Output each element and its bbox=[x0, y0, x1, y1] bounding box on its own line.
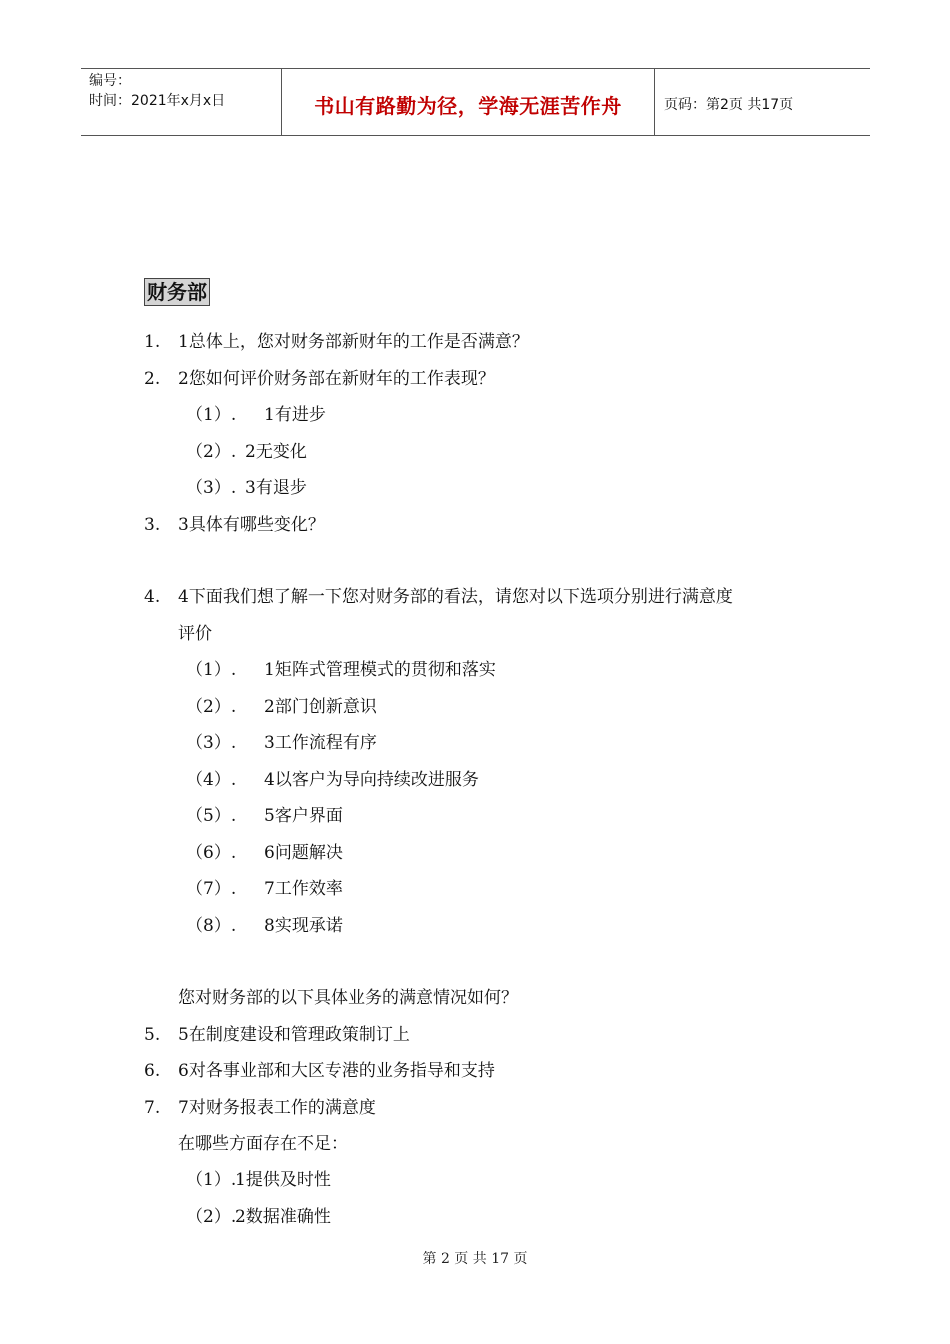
list-number: 6. bbox=[144, 1061, 161, 1081]
question-text: 您对财务部的以下具体业务的满意情况如何？ bbox=[178, 988, 518, 1008]
sub-item-text: 3有退步 bbox=[245, 478, 307, 498]
page-footer: 第 2 页 共 17 页 bbox=[422, 1251, 528, 1267]
header-time-label: 时间：2021年x月x日 bbox=[89, 93, 226, 109]
sub-item-number: （8）. bbox=[186, 916, 237, 936]
sub-item-text: 6问题解决 bbox=[264, 843, 343, 863]
header-motto: 书山有路勤为径，学海无涯苦作舟 bbox=[314, 94, 622, 118]
sub-item-number: （2）. bbox=[186, 1207, 237, 1227]
header-page-info: 页码：第2页 共17页 bbox=[664, 97, 794, 113]
header-number-label: 编号： bbox=[89, 73, 131, 89]
sub-item-number: （7）. bbox=[186, 879, 237, 899]
question-text: 4下面我们想了解一下您对财务部的看法，请您对以下选项分别进行满意度 bbox=[178, 587, 733, 607]
question-text: 6对各事业部和大区专港的业务指导和支持 bbox=[178, 1061, 495, 1081]
sub-item-text: 3工作流程有序 bbox=[264, 733, 377, 753]
list-number: 7. bbox=[144, 1098, 161, 1118]
list-number: 1. bbox=[144, 332, 161, 352]
sub-item-text: 2无变化 bbox=[245, 442, 307, 462]
header-meta bbox=[89, 71, 225, 111]
list-number: 4. bbox=[144, 587, 161, 607]
sub-item-number: （1）. bbox=[186, 405, 237, 425]
sub-item-number: （2）. bbox=[186, 442, 237, 462]
header-bottom-border bbox=[81, 135, 870, 136]
sub-item-text: 4以客户为导向持续改进服务 bbox=[264, 770, 479, 790]
sub-item-text: 1提供及时性 bbox=[235, 1170, 331, 1190]
sub-item-text: 8实现承诺 bbox=[264, 916, 343, 936]
list-number: 2. bbox=[144, 369, 161, 389]
question-text: 5在制度建设和管理政策制订上 bbox=[178, 1025, 410, 1045]
sub-item-number: （4）. bbox=[186, 770, 237, 790]
sub-item-number: （5）. bbox=[186, 806, 237, 826]
list-number: 3. bbox=[144, 515, 161, 535]
question-text: 在哪些方面存在不足： bbox=[178, 1134, 348, 1154]
sub-item-number: （3）. bbox=[186, 733, 237, 753]
sub-item-text: 1矩阵式管理模式的贯彻和落实 bbox=[264, 660, 496, 680]
list-number: 5. bbox=[144, 1025, 161, 1045]
sub-item-text: 7工作效率 bbox=[264, 879, 343, 899]
question-text: 评价 bbox=[178, 624, 212, 644]
question-text: 7对财务报表工作的满意度 bbox=[178, 1098, 376, 1118]
sub-item-text: 2数据准确性 bbox=[235, 1207, 331, 1227]
sub-item-number: （6）. bbox=[186, 843, 237, 863]
sub-item-number: （1）. bbox=[186, 660, 237, 680]
sub-item-number: （3）. bbox=[186, 478, 237, 498]
question-text: 3具体有哪些变化？ bbox=[178, 515, 325, 535]
question-text: 1总体上，您对财务部新财年的工作是否满意？ bbox=[178, 332, 529, 352]
sub-item-text: 5客户界面 bbox=[264, 806, 343, 826]
sub-item-text: 2部门创新意识 bbox=[264, 697, 377, 717]
sub-item-text: 1有进步 bbox=[264, 405, 326, 425]
header-divider-right bbox=[654, 68, 655, 136]
header-top-border bbox=[81, 68, 870, 69]
section-title: 财务部 bbox=[144, 278, 210, 306]
question-text: 2您如何评价财务部在新财年的工作表现？ bbox=[178, 369, 495, 389]
sub-item-number: （2）. bbox=[186, 697, 237, 717]
sub-item-number: （1）. bbox=[186, 1170, 237, 1190]
